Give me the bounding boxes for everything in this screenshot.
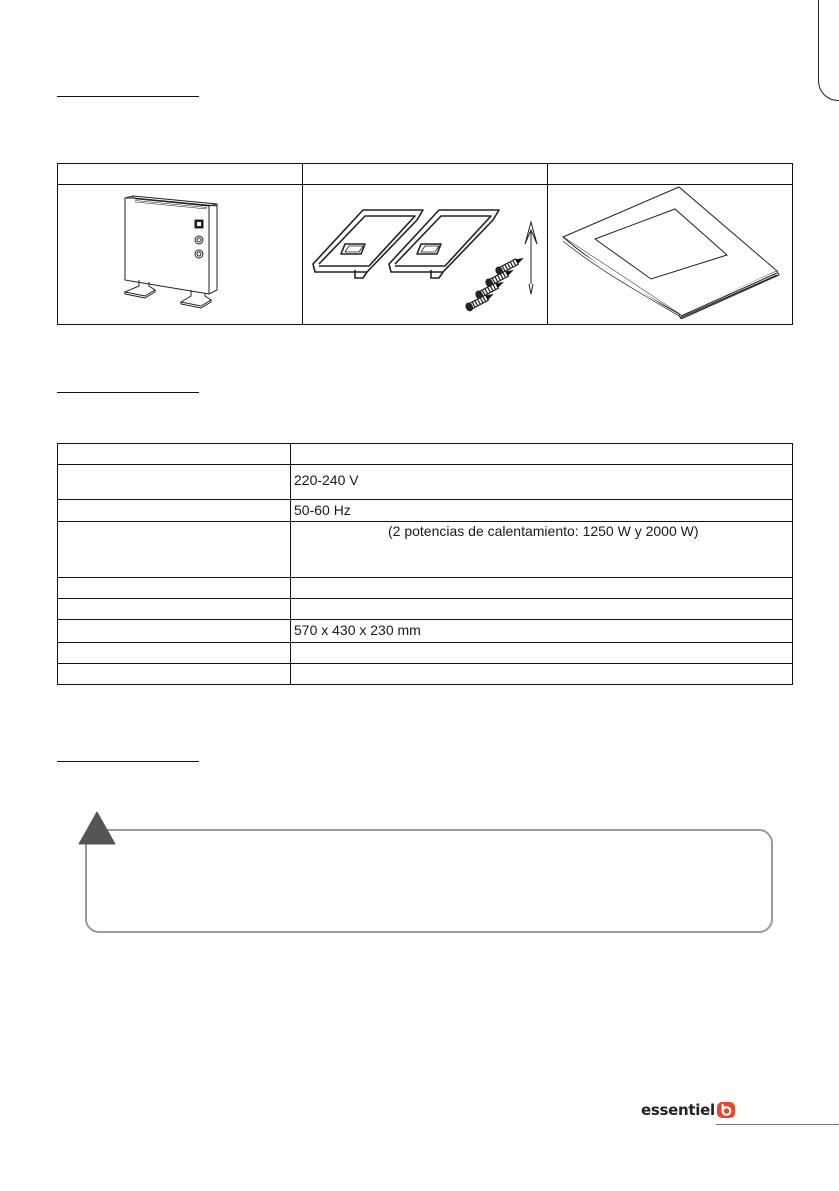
- table-header-row: [58, 164, 793, 185]
- spec-dimensions-value: 570 x 430 x 230 mm: [291, 620, 793, 642]
- instruction-manual-illustration: [555, 185, 785, 319]
- table-row: [58, 620, 793, 642]
- section-heading-underline: [57, 392, 199, 393]
- table-row: [58, 521, 793, 577]
- convector-heater-illustration: [105, 192, 255, 312]
- table-row: [58, 578, 793, 599]
- spec-value-cell: [291, 599, 793, 620]
- brand-name: essentiel: [641, 1101, 715, 1119]
- footer-rule: [716, 1124, 839, 1125]
- included-items-table: [57, 163, 793, 325]
- spec-label-cell: [58, 663, 291, 684]
- table-row: [58, 185, 793, 325]
- table-row: [58, 500, 793, 521]
- spec-power-value: [291, 521, 793, 577]
- section-heading-underline: [57, 761, 199, 762]
- brand-b-icon: [717, 1102, 735, 1118]
- table-header-cell: [548, 164, 793, 185]
- spec-label-cell: [58, 578, 291, 599]
- spec-value-cell: [291, 642, 793, 663]
- feet-and-screws-illustration: [305, 192, 545, 312]
- table-row: [58, 599, 793, 620]
- spec-label-cell: [58, 500, 291, 521]
- brand-logo: [641, 1100, 735, 1120]
- heater-illustration-cell: [58, 185, 303, 325]
- specifications-table: [57, 443, 793, 685]
- spec-value-cell: [291, 663, 793, 684]
- spec-label-cell: [58, 620, 291, 642]
- table-row: [58, 663, 793, 684]
- spec-value-cell: [291, 444, 793, 465]
- page-edge-tab: [818, 0, 839, 101]
- manual-illustration-cell: [548, 185, 793, 325]
- spec-label-cell: [58, 465, 291, 500]
- section-heading-underline: [57, 96, 199, 97]
- table-row: [58, 444, 793, 465]
- spec-power-levels-text: (2 potencias de calentamiento: 1250 W y 2000 W): [388, 522, 699, 539]
- spec-value-cell: [291, 578, 793, 599]
- spec-voltage-value: 220-240 V: [291, 465, 793, 500]
- spec-label-cell: [58, 444, 291, 465]
- spec-label-cell: [58, 642, 291, 663]
- warning-triangle-icon: [78, 811, 116, 845]
- spec-label-cell: [58, 599, 291, 620]
- table-header-cell: [303, 164, 548, 185]
- spec-label-cell: [58, 521, 291, 577]
- spec-frequency-value: 50-60 Hz: [291, 500, 793, 521]
- feet-and-screws-illustration-cell: [303, 185, 548, 325]
- warning-box: [85, 829, 773, 933]
- table-row: [58, 642, 793, 663]
- table-row: [58, 465, 793, 500]
- table-header-cell: [58, 164, 303, 185]
